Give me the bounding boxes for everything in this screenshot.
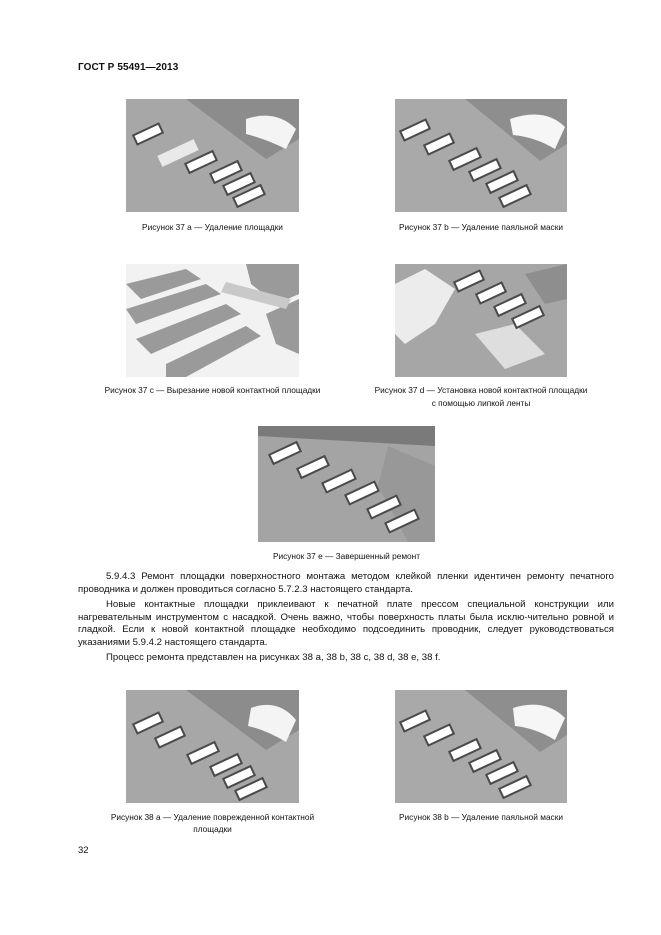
figure-37c-caption: Рисунок 37 c — Вырезание новой контактной площадки	[104, 385, 321, 395]
figure-38b-photo	[395, 690, 567, 803]
figure-38a-caption-line1: Рисунок 38 a — Удаление поврежденной контактной	[110, 812, 315, 822]
document-header: ГОСТ Р 55491—2013	[78, 62, 179, 73]
figure-37d-caption-line1: Рисунок 37 d — Установка новой контактной площадки	[374, 385, 588, 395]
figure-38a-caption-line2: площадки	[193, 824, 232, 834]
figure-37a-caption: Рисунок 37 a — Удаление площадки	[142, 222, 283, 232]
paragraph-new-pads: Новые контактные площадки приклеивают к печатной плате прессом специальной конструкции или нагревательным инструментом с насадкой. Очень важно, чтобы поверхность платы была исклю-чительно ровной и гладкой. Если к новой контактной площадке необходимо подсоединить проводник, следует руководствоваться указаниями 5.9.4.2 настоящего стандарта.	[78, 599, 614, 648]
figure-37a-photo	[126, 99, 299, 212]
paragraph-process: Процесс ремонта представлен на рисунках 38 a, 38 b, 38 c, 38 d, 38 e, 38 f.	[106, 652, 441, 663]
figure-37d-photo	[395, 264, 567, 377]
figure-37b-photo	[395, 99, 567, 212]
paragraph-5-9-4-3: 5.9.4.3 Ремонт площадки поверхностного монтажа методом клейкой пленки идентичен ремонту печатного проводника и должен проводиться согласно 5.7.2.3 настоящего стандарта.	[78, 571, 614, 595]
figure-37e-caption: Рисунок 37 e — Завершенный ремонт	[272, 551, 421, 561]
figure-38a-photo	[126, 690, 299, 803]
page-number: 32	[78, 845, 89, 856]
figure-37d-caption-line2: с помощью липкой ленты	[431, 398, 531, 408]
figure-37b-caption: Рисунок 37 b — Удаление паяльной маски	[399, 222, 563, 232]
figure-37e-photo	[258, 426, 435, 542]
figure-37c-photo	[126, 264, 299, 377]
figure-38b-caption: Рисунок 38 b — Удаление паяльной маски	[399, 812, 563, 822]
